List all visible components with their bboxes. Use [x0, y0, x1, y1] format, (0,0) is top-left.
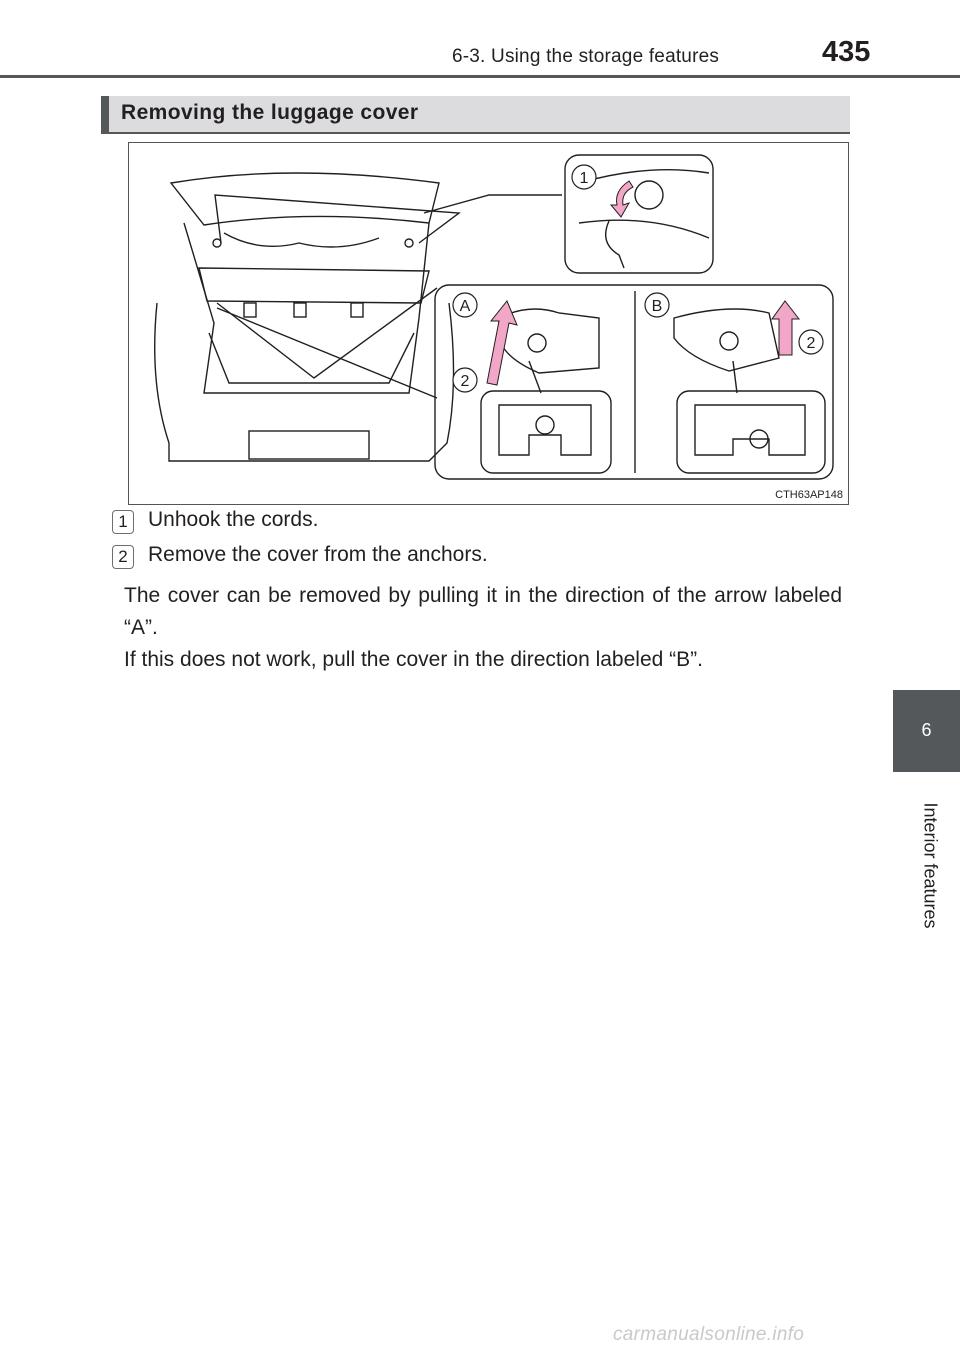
paragraph-line-2: If this does not work, pull the cover in the direction labeled “B”.	[124, 648, 703, 671]
page-number: 435	[822, 36, 871, 68]
instruction-paragraph	[124, 580, 842, 676]
callout-label-2b: 2	[806, 335, 816, 352]
chapter-label: Interior features	[920, 802, 941, 929]
callout-label-a: A	[459, 298, 471, 315]
chapter-number: 6	[921, 720, 932, 740]
header-divider	[0, 75, 960, 78]
illustration-drawing	[129, 143, 848, 504]
callout-label-b: B	[651, 298, 663, 315]
rear-bumper	[155, 303, 454, 461]
step-text: Remove the cover from the anchors.	[148, 543, 488, 566]
step-number-badge: 2	[112, 545, 134, 569]
callout-label-2a: 2	[460, 373, 470, 390]
arrow-a-icon	[487, 301, 517, 385]
figure-code: CTH63AP148	[775, 489, 843, 501]
tailgate-shape	[171, 173, 439, 225]
section-heading-box	[101, 96, 850, 134]
heading-accent-bar	[101, 96, 109, 132]
chapter-label-wrapper	[915, 790, 945, 950]
luggage-cover-panel	[199, 268, 429, 303]
section-title: 6-3. Using the storage features	[452, 46, 720, 67]
step-number-badge: 1	[112, 510, 134, 534]
paragraph-line-1: The cover can be removed by pulling it in the direction of the arrow labeled “A”.	[124, 584, 842, 639]
step-text: Unhook the cords.	[148, 508, 319, 531]
chapter-tab	[893, 690, 960, 772]
zoom-box-b	[677, 391, 825, 473]
callout-label-1: 1	[579, 170, 589, 187]
watermark: carmanualsonline.info	[613, 1324, 805, 1345]
arrow-unhook-icon	[611, 181, 633, 217]
license-plate-recess	[249, 431, 369, 459]
section-heading: Removing the luggage cover	[121, 101, 419, 124]
luggage-cover-illustration	[128, 142, 849, 505]
